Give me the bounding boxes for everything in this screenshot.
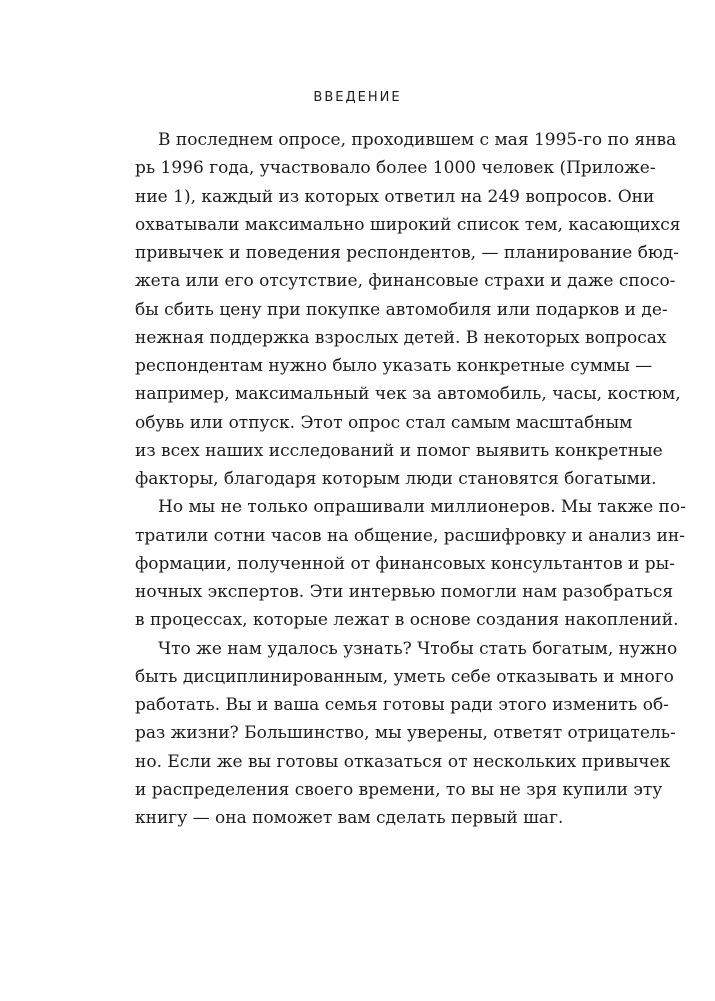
text-line: привычек и поведения респондентов, — планирование бюд- bbox=[135, 243, 679, 263]
text-line: в процессах, которые лежат в основе создания накоплений. bbox=[135, 610, 679, 631]
text-line: жета или его отсутствие, финансовые страхи и даже спосо- bbox=[135, 271, 676, 292]
text-line: тратили сотни часов на общение, расшифровку и анализ ин- bbox=[135, 525, 686, 546]
text-line: бы сбить цену при покупке автомобиля или подарков и де- bbox=[135, 299, 668, 320]
text-line: из всех наших исследований и помог выявить конкретные bbox=[135, 440, 663, 461]
text-line: раз жизни? Большинство, мы уверены, ответят отрицатель- bbox=[135, 723, 676, 744]
text-line: ночных экспертов. Эти интервью помогли нам разобраться bbox=[135, 582, 674, 602]
text-line: рь 1996 года, участвовало более 1000 человек (Приложе- bbox=[135, 158, 656, 179]
text-line: например, максимальный чек за автомобиль, часы, костюм, bbox=[135, 384, 681, 405]
text-line: обувь или отпуск. Этот опрос стал самым масштабным bbox=[135, 412, 633, 433]
text-line: быть дисциплинированным, уметь себе отказывать и много bbox=[135, 666, 674, 687]
text-line: В последнем опросе, проходившем с мая 1995-го по янва bbox=[158, 130, 677, 150]
text-line: Но мы не только опрашивали миллионеров. Мы также по- bbox=[158, 497, 686, 518]
text-line: формации, полученной от финансовых консультантов и ры- bbox=[135, 553, 675, 574]
text-line: работать. Вы и ваша семья готовы ради этого изменить об- bbox=[135, 695, 669, 715]
text-line: респондентам нужно было указать конкретные суммы — bbox=[135, 356, 653, 376]
text-line: охватывали максимально широкий список тем, касающихся bbox=[135, 214, 681, 235]
text-line: Что же нам удалось узнать? Чтобы стать богатым, нужно bbox=[158, 638, 678, 659]
text-line: факторы, благодаря которым люди становятся богатыми. bbox=[135, 469, 657, 489]
paragraph-1 bbox=[135, 126, 681, 493]
text-line: книгу — она поможет вам сделать первый шаг. bbox=[135, 808, 564, 828]
paragraph-2 bbox=[135, 493, 686, 634]
paragraph-3 bbox=[135, 635, 678, 833]
body-text bbox=[135, 126, 686, 832]
text-line: и распределения своего времени, то вы не зря купили эту bbox=[135, 779, 663, 800]
text-line: ние 1), каждый из которых ответил на 249 вопросов. Они bbox=[135, 186, 655, 207]
text-line: но. Если же вы готовы отказаться от нескольких привычек bbox=[135, 751, 671, 772]
running-head: ВВЕДЕНИЕ bbox=[313, 90, 402, 105]
text-line: нежная поддержка взрослых детей. В некоторых вопросах bbox=[135, 327, 667, 348]
